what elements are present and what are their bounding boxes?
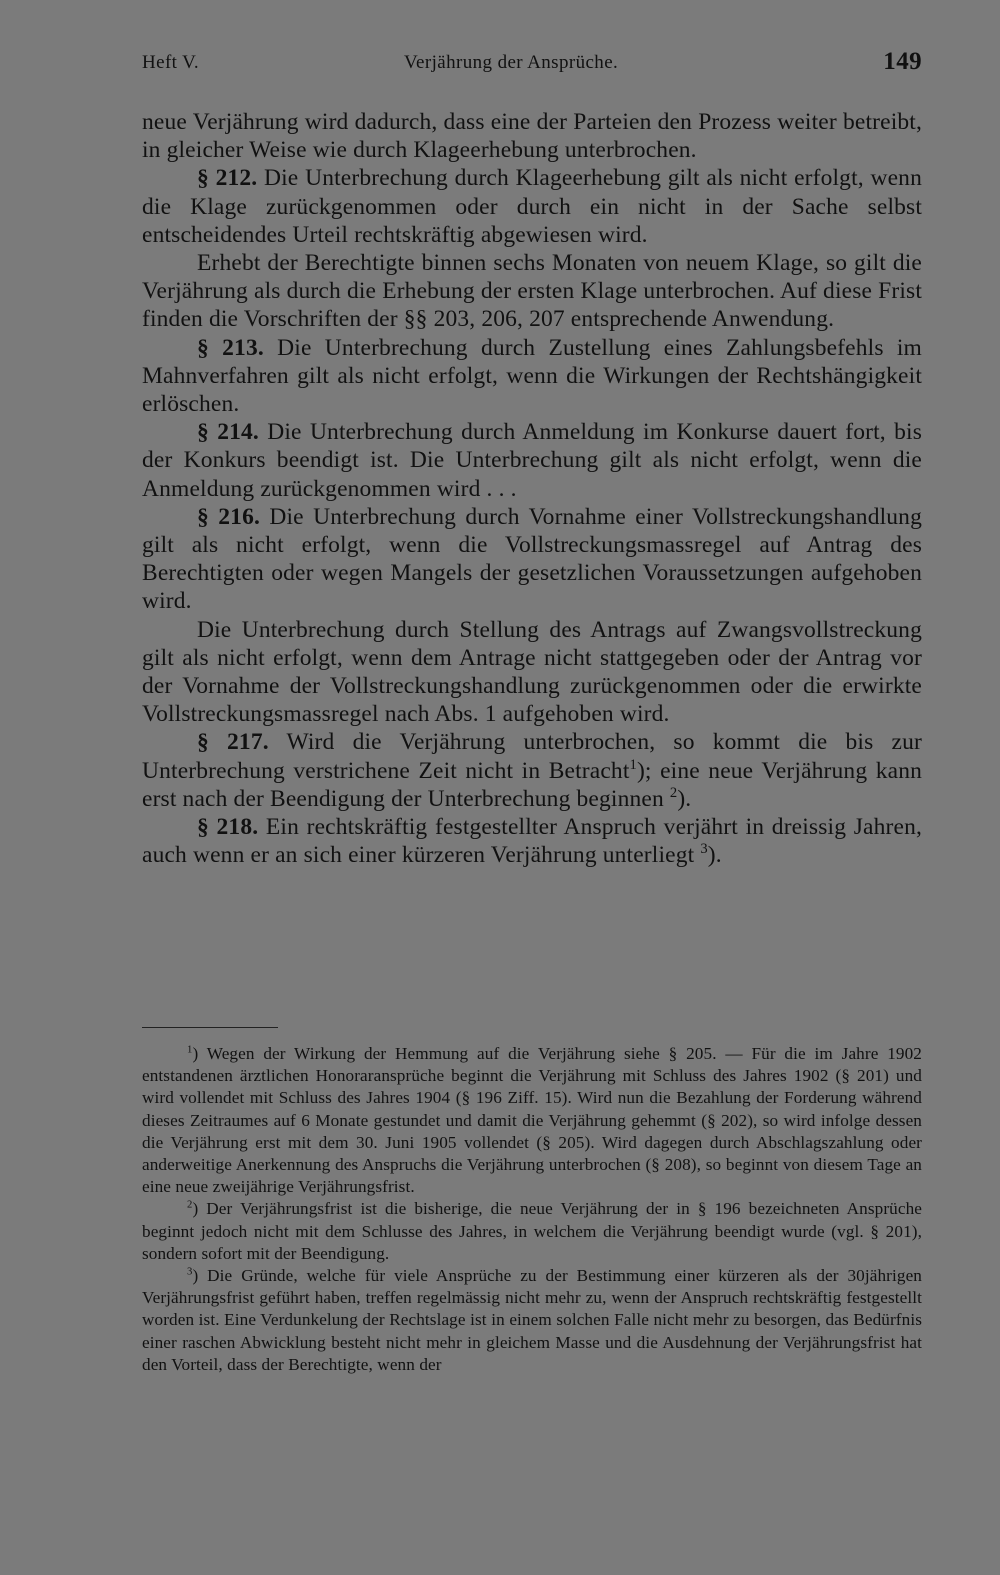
footnote-2 xyxy=(142,1198,922,1265)
footnote-mark: 1 xyxy=(187,1044,193,1056)
section-212-paragraph-2: Erhebt der Berechtigte binnen sechs Monaten von neuem Klage, so gilt die Verjährung als durch die Erhebung der ersten Klage unterbrochen. Auf diese Frist finden die Vorschriften der §§ 203, 206, 207 entsprechende Anwendung. xyxy=(142,250,922,333)
footnote-ref[interactable]: 1 xyxy=(629,756,637,773)
section-text: Ein rechtskräftig festgestellter Anspruch verjährt in dreissig Jahren, auch wenn er an sich einer kürzeren Verjährung unterliegt xyxy=(142,814,922,869)
section-216 xyxy=(142,503,922,616)
section-216-paragraph-2: Die Unterbrechung durch Stellung des Antrags auf Zwangsvollstreckung gilt als nicht erfolgt, wenn dem Antrage nicht stattgegeben oder der Antrag vor der Vornahme der Vollstreckungshandlung zurückgenommen oder die erwirkte Vollstreckungsmassregel nach Abs. 1 aufgehoben wird. xyxy=(142,616,922,728)
running-header xyxy=(142,48,922,82)
section-text: Die Unterbrechung durch Vornahme einer Vollstreckungshandlung gilt als nicht erfolgt, wenn die Vollstreckungsmassregel auf Antrag des Berechtigten oder wegen Mangels der gesetzlichen Voraussetzungen aufgehoben wird. xyxy=(142,503,922,615)
section-number: § 218. xyxy=(197,814,259,841)
section-text: Wird die Verjährung unterbrochen, so kommt die bis zur Unterbrechung verstrichene Zeit nicht in Betracht xyxy=(142,729,922,784)
footnote-divider xyxy=(142,1027,278,1028)
footnote-1 xyxy=(142,1043,922,1198)
section-text: Die Unterbrechung durch Klageerhebung gilt als nicht erfolgt, wenn die Klage zurückgenommen oder durch ein nicht in der Sache selbst entscheidendes Urteil rechtskräftig abgewiesen wird. xyxy=(142,165,922,248)
section-218 xyxy=(142,813,922,869)
section-text: Die Unterbrechung durch Anmeldung im Konkurse dauert fort, bis der Konkurs beendigt ist. Die Unterbrechung gilt als nicht erfolgt, wenn die Anmeldung zurückgenommen wird . . . xyxy=(142,419,922,502)
footnote-ref[interactable]: 3 xyxy=(700,841,708,858)
footnote-3 xyxy=(142,1265,922,1376)
footnote-mark: 2 xyxy=(187,1199,193,1211)
footnote-ref[interactable]: 2 xyxy=(669,785,678,802)
footnotes xyxy=(142,1043,922,1376)
section-number: § 212. xyxy=(197,165,258,192)
footnote-text: ) Wegen der Wirkung der Hemmung auf die Verjährung siehe § 205. — Für die im Jahre 1902 entstandenen ärztlichen Honoraransprüche beginnt die Verjährung mit Schluss des Jahres 1902 (§ 201) und wird vollendet mit Schluss des Jahres 1904 (§ 196 Ziff. 15). Wird nun die Bezahlung der Forderung während dieses Zeitraumes auf 6 Monate gestundet und damit die Verjährung gehemmt (§ 202), so wird infolge dessen die Verjährung erst mit dem 30. Juni 1905 vollendet (§ 205). Wird dagegen durch Abschlagszahlung oder anderweitige Anerkennung des Anspruchs die Verjährung unterbrochen (§ 208), so beginnt von diesem Tage an eine neue zweijährige Verjährungsfrist. xyxy=(142,1044,922,1197)
section-text: ); eine neue Verjährung kann erst nach der Beendigung der Unterbrechung beginnen xyxy=(142,757,922,812)
footnote-text: ) Der Verjährungsfrist ist die bisherige, die neue Verjährung der in § 196 bezeichneten Ansprüche beginnt jedoch nicht mit dem Schlusse des Jahres, in welchem die Verjährung beendigt wurde (vgl. § 201), sondern sofort mit der Beendigung. xyxy=(142,1199,922,1263)
header-title: Verjährung der Ansprüche. xyxy=(404,52,619,73)
section-text: ). xyxy=(677,785,692,812)
section-text: Die Unterbrechung durch Zustellung eines Zahlungsbefehls im Mahnverfahren gilt als nicht erfolgt, wenn die Wirkungen der Rechtshängigkeit erlöschen. xyxy=(142,334,922,418)
section-214 xyxy=(142,418,922,503)
section-number: § 217. xyxy=(197,729,269,756)
section-212 xyxy=(142,164,922,249)
section-number: § 213. xyxy=(197,334,264,361)
paragraph-continuation: neue Verjährung wird dadurch, dass eine der Parteien den Prozess weiter betreibt, in gleicher Weise wie durch Klageerhebung unterbrochen. xyxy=(142,109,922,164)
main-text xyxy=(142,108,922,869)
page-number: 149 xyxy=(883,48,922,75)
section-number: § 216. xyxy=(197,503,260,530)
section-213 xyxy=(142,334,922,419)
header-volume: Heft V. xyxy=(142,52,199,73)
section-number: § 214. xyxy=(197,419,259,446)
footnote-mark: 3 xyxy=(187,1266,193,1278)
section-217 xyxy=(142,728,922,813)
footnote-text: ) Die Gründe, welche für viele Ansprüche zu der Bestimmung einer kürzeren als der 30jährigen Verjährungsfrist geführt haben, treffen regelmässig nicht mehr zu, wenn der Anspruch rechtskräftig festgestellt worden ist. Eine Verdunkelung der Rechtslage ist in einem solchen Falle nicht mehr zu besorgen, das Bedürfnis einer raschen Abwicklung besteht nicht mehr in gleichem Masse und die Ausdehnung der Verjährungsfrist hat den Vorteil, dass der Berechtigte, wenn der xyxy=(142,1266,922,1374)
section-text: ). xyxy=(707,842,722,869)
